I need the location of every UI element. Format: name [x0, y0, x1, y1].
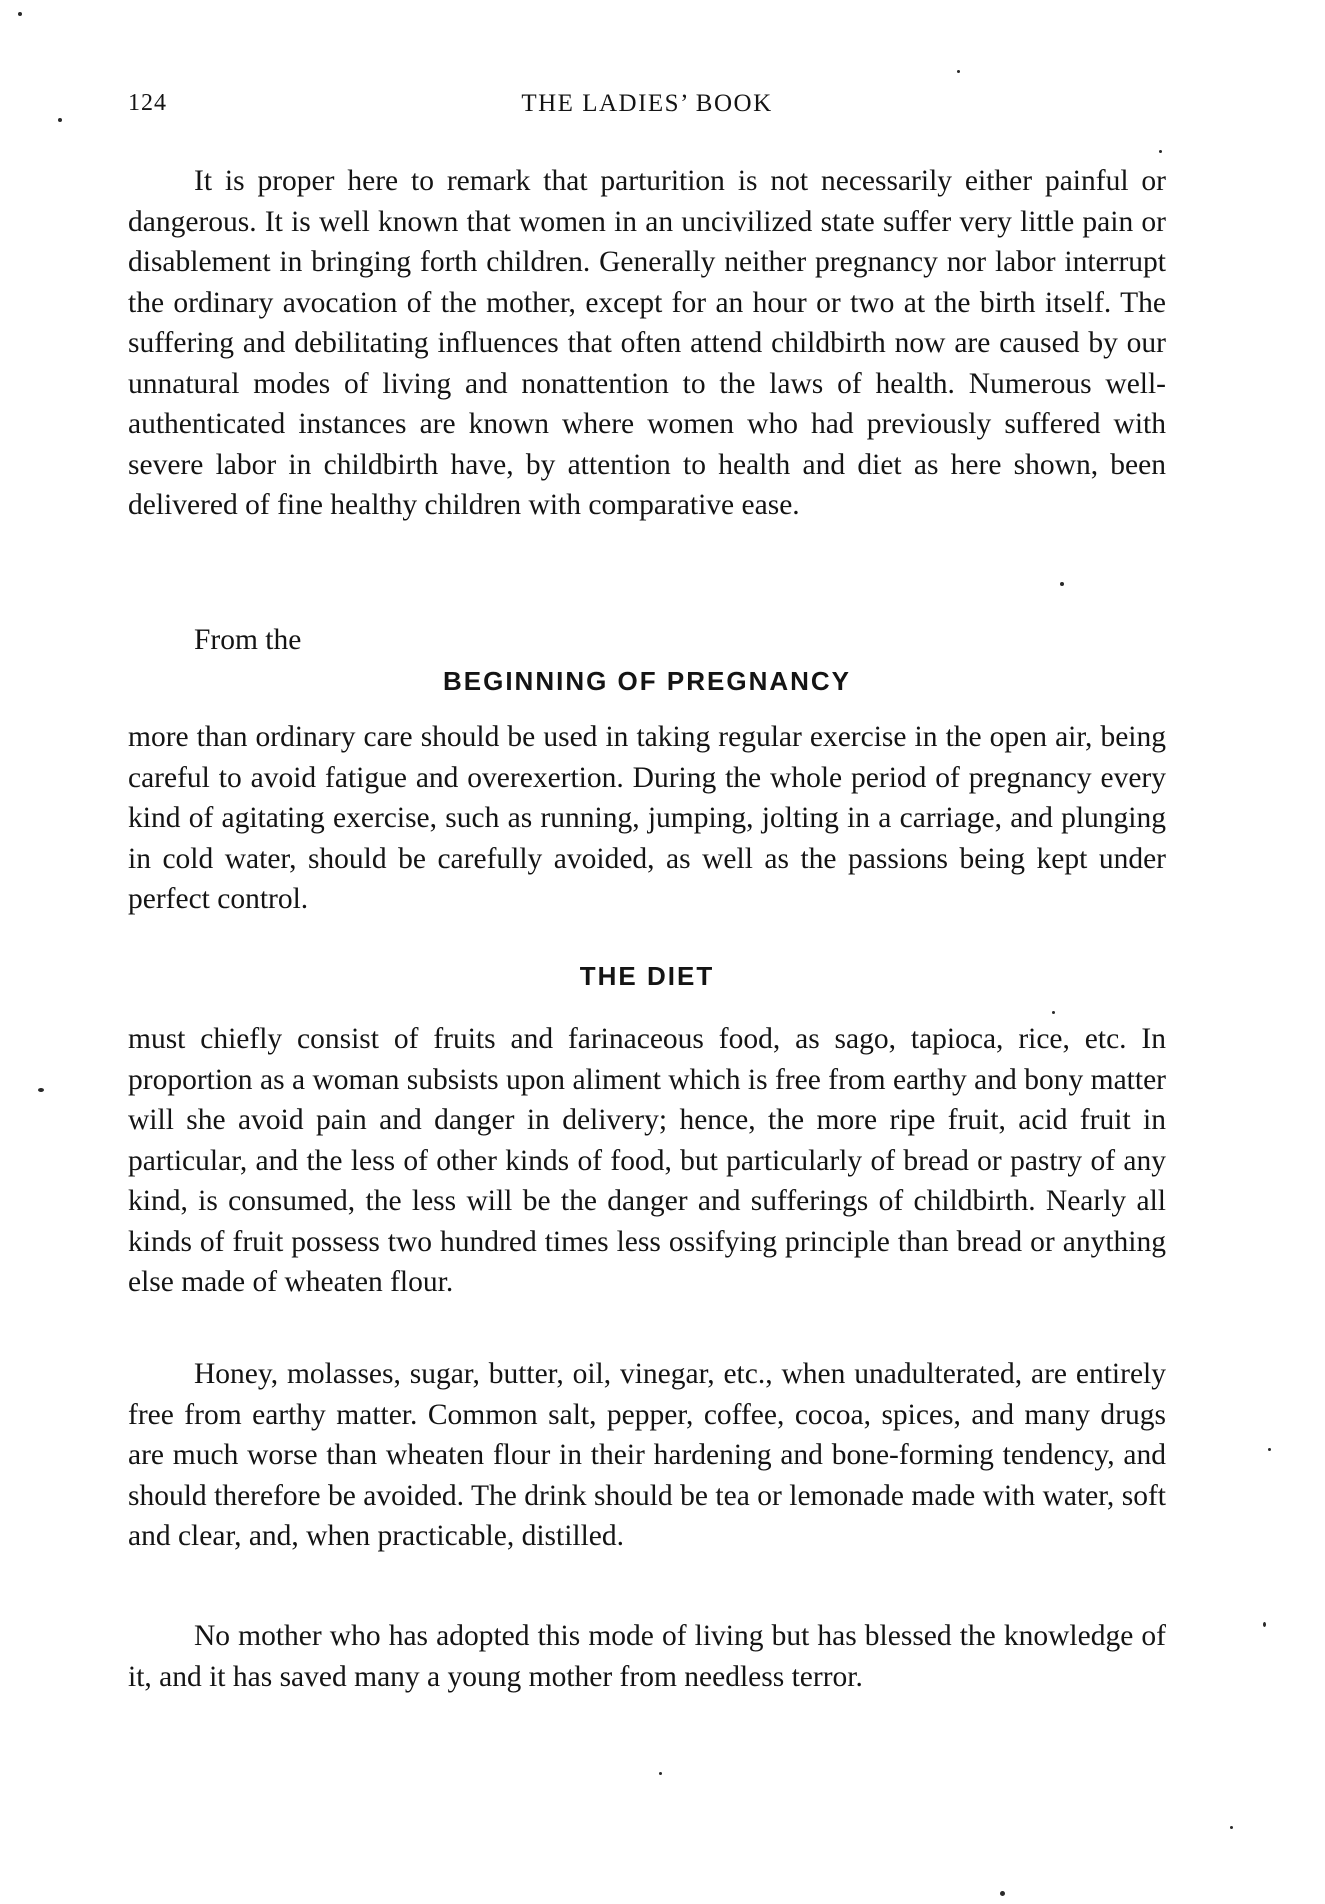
scan-speck [58, 118, 62, 122]
scan-speck [18, 12, 22, 16]
page-number: 124 [128, 90, 167, 116]
book-title: THE LADIES’ BOOK [521, 90, 773, 117]
section-heading-diet: THE DIET [579, 961, 715, 991]
paragraph-diet: must chiefly consist of fruits and farinaceous food, as sago, tapioca, rice, etc. In proportion as a woman subsists upon aliment which is free from earthy and bony matter will she avoid pain and danger in delivery; hence, the more ripe fruit, acid fruit in particular, and the less of other kinds of food, but particularly of bread or pastry of any kind, is consumed, the less will be the danger and sufferings of childbirth. Nearly all kinds of fruit possess two hundred times less ossifying principle than bread or anything else made of wheaten flour. [128, 1023, 1166, 1298]
scan-speck [1263, 1622, 1266, 1627]
scan-speck [659, 1772, 662, 1775]
paragraph-exercise: more than ordinary care should be used in taking regular exercise in the open air, being careful to avoid fatigue and overexertion. During the whole period of pregnancy every kind of agitating exercise, such as running, jumping, jolting in a carriage, and plunging in cold water, should be carefully avoided, as well as the passions being kept under perfect control. [128, 721, 1166, 915]
scan-speck [38, 1088, 44, 1092]
paragraph-conclusion: No mother who has adopted this mode of living but has blessed the knowledge of it, and it has saved many a young mother from needless terror. [128, 1620, 1166, 1693]
scan-speck [1000, 1891, 1005, 1896]
scan-speck [1230, 1826, 1233, 1829]
lead-in-text: From the [194, 624, 302, 656]
scan-speck [957, 70, 960, 73]
scan-speck [1159, 150, 1162, 153]
paragraph-parturition: It is proper here to remark that parturition is not necessarily either painful or dangerous. It is well known that women in an uncivilized state suffer very little pain or disablement in bringing forth children. Generally neither pregnancy nor labor interrupt the ordinary avocation of the mother, except for an hour or two at the birth itself. The suffering and debilitating influences that often attend childbirth now are caused by our unnatural modes of living and nonattention to the laws of health. Numerous well-authenticated instances are known where women who had previously suffered with severe labor in childbirth have, by attention to health and diet as here shown, been delivered of fine healthy children with comparative ease. [128, 165, 1166, 521]
scan-speck [1060, 582, 1064, 586]
paragraph-honey: Honey, molasses, sugar, butter, oil, vinegar, etc., when unadulterated, are entirely free from earthy matter. Common salt, pepper, coffee, cocoa, spices, and many drugs are much worse than wheaten flour in their hardening and bone-forming tendency, and should therefore be avoided. The drink should be tea or lemonade made with water, soft and clear, and, when practicable, distilled. [128, 1358, 1166, 1552]
scan-speck [1052, 1011, 1055, 1014]
section-heading-pregnancy: BEGINNING OF PREGNANCY [442, 666, 852, 696]
scan-speck [1268, 1448, 1271, 1451]
running-head [128, 90, 1166, 126]
